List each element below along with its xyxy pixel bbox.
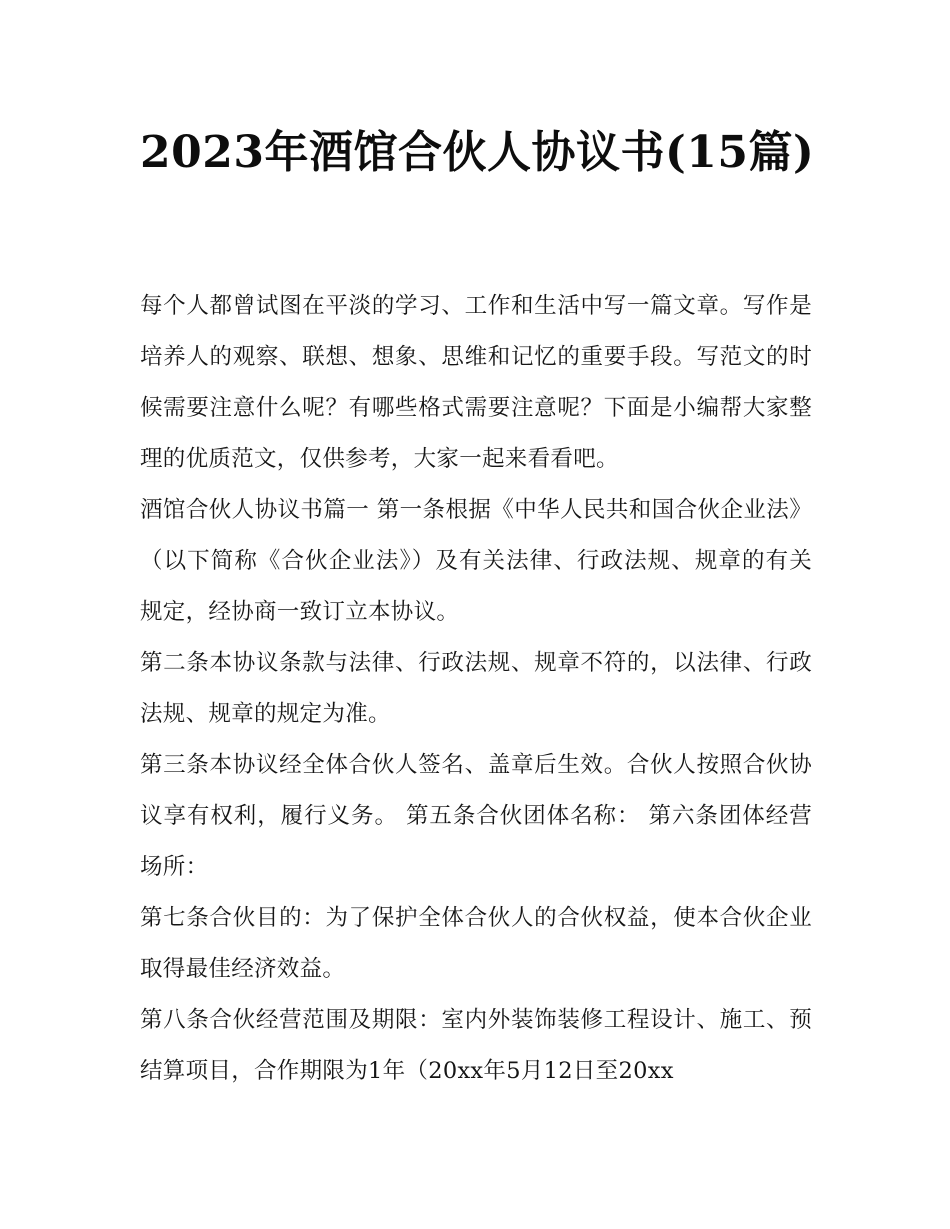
paragraph-article-2: 第二条本协议条款与法律、行政法规、规章不符的，以法律、行政法规、规章的规定为准。 xyxy=(140,650,812,727)
document-body xyxy=(140,281,812,1097)
paragraph-intro: 每个人都曾试图在平淡的学习、工作和生活中写一篇文章。写作是培养人的观察、联想、想象、思维和记忆的重要手段。写范文的时候需要注意什么呢？有哪些格式需要注意呢？下面是小编帮大家整理的优质范文，仅供参考，大家一起来看看吧。 xyxy=(140,293,812,472)
paragraph-article-7: 第七条合伙目的：为了保护全体合伙人的合伙权益，使本合伙企业取得最佳经济效益。 xyxy=(140,905,812,982)
paragraph-article-8: 第八条合伙经营范围及期限：室内外装饰装修工程设计、施工、预结算项目，合作期限为1年（20xx年5月12日至20xx xyxy=(140,1007,812,1084)
document-title: 2023年酒馆合伙人协议书(15篇) xyxy=(140,127,815,178)
paragraph-article-1: 酒馆合伙人协议书篇一 第一条根据《中华人民共和国合伙企业法》（以下简称《合伙企业法》）及有关法律、行政法规、规章的有关规定，经协商一致订立本协议。 xyxy=(140,497,812,625)
paragraph-article-3-5-6: 第三条本协议经全体合伙人签名、盖章后生效。合伙人按照合伙协议享有权利，履行义务。 第五条合伙团体名称： 第六条团体经营场所： xyxy=(140,752,812,880)
